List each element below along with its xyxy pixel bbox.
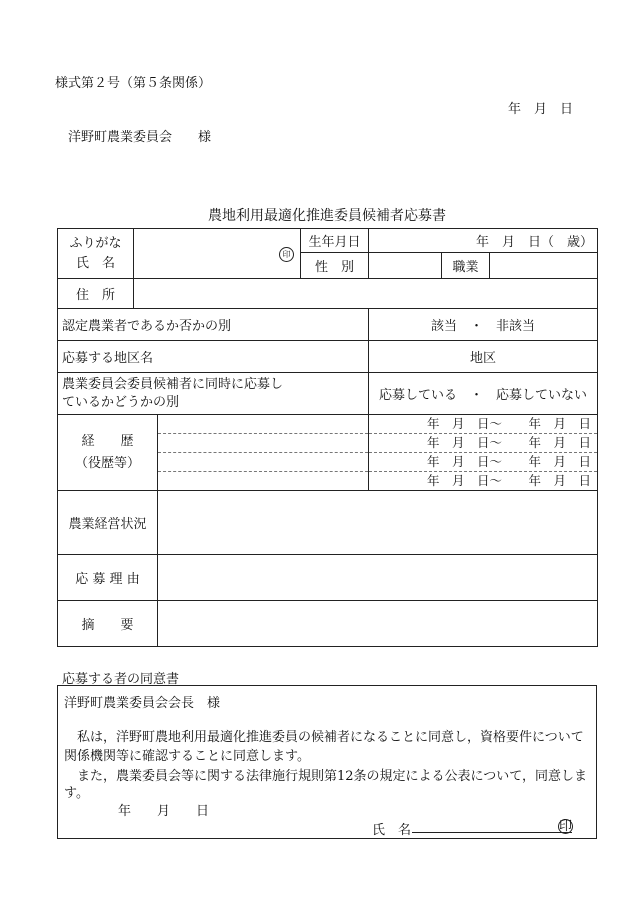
- simultaneous-label: [58, 373, 369, 415]
- consent-para1-line2: 関係機関等に確認することに同意します。: [64, 749, 310, 764]
- history-row: [369, 453, 597, 472]
- history-row: [369, 415, 597, 434]
- birth-date-input[interactable]: 年 月 日（ 歳）: [369, 229, 598, 253]
- history-to: 年 月 日: [528, 416, 592, 431]
- history-from: 年 月 日〜: [427, 416, 503, 431]
- address-input[interactable]: [134, 279, 598, 309]
- history-label-cell: [58, 415, 158, 491]
- consent-addressee: 洋野町農業委員会会長 様: [64, 696, 221, 711]
- history-description-line[interactable]: [158, 472, 368, 490]
- history-to: 年 月 日: [528, 435, 592, 450]
- consent-para2-line2: す。: [64, 786, 89, 801]
- birth-label: 生年月日: [301, 229, 369, 253]
- history-description-line[interactable]: [158, 415, 368, 434]
- history-description-line[interactable]: [158, 434, 368, 453]
- consent-seal-icon: 印: [559, 819, 573, 834]
- furigana-label: ふりがな: [69, 235, 122, 251]
- seal-icon: 印: [279, 247, 294, 262]
- district-input[interactable]: 地区: [369, 341, 598, 373]
- farm-status-label: 農業経営状況: [58, 491, 158, 555]
- addressee: 洋野町農業委員会 様: [68, 130, 212, 145]
- history-row: [369, 472, 597, 490]
- history-period-cell: [369, 415, 598, 491]
- history-label: 経 歴: [81, 433, 134, 449]
- remarks-label: 摘 要: [58, 601, 158, 647]
- history-sublabel: （役歴等）: [74, 455, 140, 471]
- history-description-cell[interactable]: [158, 415, 369, 491]
- application-form: [57, 228, 598, 647]
- page-title: 農地利用最適化推進委員候補者応募書: [208, 208, 446, 224]
- consent-para2-line1: また，農業委員会等に関する法律施行規則第12条の規定による公表について，同意しま: [64, 769, 588, 784]
- simultaneous-label-line1: 農業委員会委員候補者に同時に応募し: [62, 376, 284, 392]
- farm-status-input[interactable]: [158, 491, 598, 555]
- consent-para1-line1: 私は，洋野町農地利用最適化推進委員の候補者になることに同意し，資格要件について: [64, 730, 584, 745]
- form-number: 様式第２号（第５条関係）: [55, 76, 212, 91]
- history-from: 年 月 日〜: [427, 435, 503, 450]
- remarks-input[interactable]: [158, 601, 598, 647]
- reason-input[interactable]: [158, 555, 598, 601]
- address-label: 住 所: [58, 279, 134, 309]
- gender-input[interactable]: [369, 253, 442, 279]
- reason-label: 応 募 理 由: [58, 555, 158, 601]
- gender-label: 性 別: [301, 253, 369, 279]
- simultaneous-label-line2: ているかどうかの別: [62, 394, 180, 410]
- simultaneous-choice[interactable]: 応募している ・ 応募していない: [369, 373, 598, 415]
- occupation-label: 職業: [442, 253, 490, 279]
- history-to: 年 月 日: [528, 454, 592, 469]
- consent-box: [57, 685, 597, 839]
- certified-choice[interactable]: 該当 ・ 非該当: [369, 309, 598, 341]
- consent-heading: 応募する者の同意書: [62, 672, 180, 687]
- name-input[interactable]: [134, 229, 301, 279]
- history-row: [369, 434, 597, 453]
- history-to: 年 月 日: [528, 473, 592, 488]
- history-from: 年 月 日〜: [427, 454, 503, 469]
- consent-name-line[interactable]: [412, 832, 572, 833]
- occupation-input[interactable]: [490, 253, 598, 279]
- consent-name-label: 氏 名: [372, 823, 412, 838]
- date-line: 年 月 日: [508, 102, 574, 117]
- district-label: 応募する地区名: [58, 341, 369, 373]
- name-label-cell: [58, 229, 134, 279]
- history-description-line[interactable]: [158, 453, 368, 472]
- name-label: 氏 名: [75, 255, 115, 271]
- history-from: 年 月 日〜: [427, 473, 503, 488]
- certified-label: 認定農業者であるか否かの別: [58, 309, 369, 341]
- consent-date: 年 月 日: [118, 804, 210, 819]
